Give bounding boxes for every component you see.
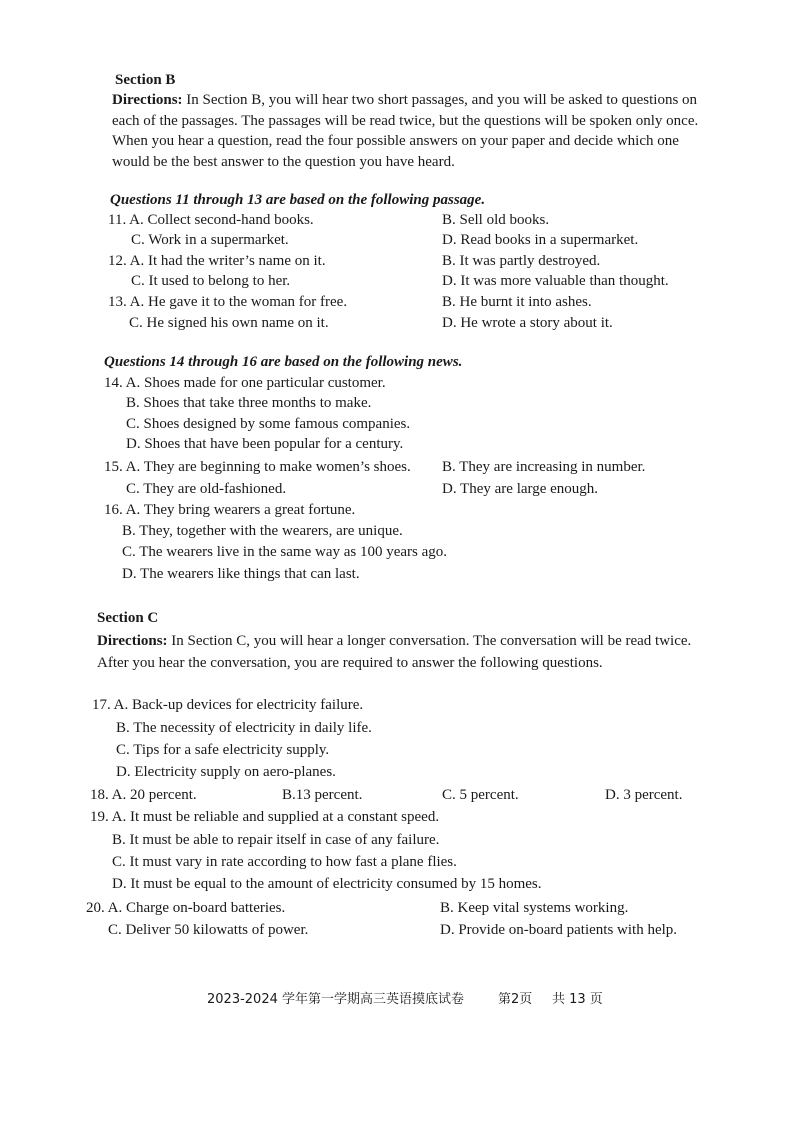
q20-option-d: D. Provide on-board patients with help.	[440, 922, 678, 938]
q13-option-d: D. He wrote a story about it.	[442, 315, 613, 331]
q19-option-b: B. It must be able to repair itself in case of any failure.	[112, 832, 440, 848]
q16-option-c: C. The wearers live in the same way as 100 years ago.	[122, 544, 448, 560]
q13-option-b: B. He burnt it into ashes.	[442, 294, 592, 310]
q12-option-a: 12. A. It had the writer’s name on it.	[108, 253, 326, 269]
q14-option-c: C. Shoes designed by some famous companies.	[126, 416, 411, 432]
q19-option-d: D. It must be equal to the amount of electricity consumed by 15 homes.	[112, 876, 542, 892]
section-b-heading: Section B	[115, 72, 176, 88]
footer-title: 2023-2024 学年第一学期高三英语摸底试卷	[207, 992, 464, 1007]
q14-option-d: D. Shoes that have been popular for a century.	[126, 436, 404, 452]
q17-option-d: D. Electricity supply on aero-planes.	[116, 764, 336, 780]
directions-label: Directions:	[112, 92, 183, 108]
directions-label: Directions:	[97, 633, 168, 649]
q17-option-a: 17. A. Back-up devices for electricity failure.	[92, 697, 364, 713]
q20-option-c: C. Deliver 50 kilowatts of power.	[108, 922, 309, 938]
q16-option-d: D. The wearers like things that can last.	[122, 566, 360, 582]
q11-option-b: B. Sell old books.	[442, 212, 550, 228]
group-title-14-16: Questions 14 through 16 are based on the following news.	[104, 354, 463, 370]
q20-option-b: B. Keep vital systems working.	[440, 900, 629, 916]
q19-option-c: C. It must vary in rate according to how fast a plane flies.	[112, 854, 457, 870]
q12-option-d: D. It was more valuable than thought.	[442, 273, 669, 289]
footer-total-pages: 共 13 页	[552, 992, 603, 1007]
q16-option-b: B. They, together with the wearers, are unique.	[122, 523, 403, 539]
q19-option-a: 19. A. It must be reliable and supplied at a constant speed.	[90, 809, 440, 825]
q18-option-c: C. 5 percent.	[442, 787, 519, 803]
footer-page-number: 第2页	[498, 992, 533, 1007]
q17-option-b: B. The necessity of electricity in daily life.	[116, 720, 372, 736]
q18-option-a: 18. A. 20 percent.	[90, 787, 197, 803]
q15-option-a: 15. A. They are beginning to make women’s shoes.	[104, 459, 411, 475]
section-c-heading: Section C	[97, 610, 159, 626]
q12-option-b: B. It was partly destroyed.	[442, 253, 601, 269]
q14-option-a: 14. A. Shoes made for one particular customer.	[104, 375, 386, 391]
section-c-directions	[97, 630, 747, 674]
q15-option-c: C. They are old-fashioned.	[126, 481, 287, 497]
q11-option-a: 11. A. Collect second-hand books.	[108, 212, 314, 228]
directions-text: In Section C, you will hear a longer conversation. The conversation will be read twice.	[167, 633, 692, 649]
q11-option-c: C. Work in a supermarket.	[131, 232, 289, 248]
directions-text: each of the passages. The passages will be read twice, but the questions will be spoken only once.	[112, 112, 699, 129]
directions-text: After you hear the conversation, you are required to answer the following questions.	[97, 655, 603, 671]
q13-option-a: 13. A. He gave it to the woman for free.	[108, 294, 348, 310]
section-b-directions	[112, 90, 732, 172]
q18-option-d: D. 3 percent.	[605, 787, 683, 803]
q20-option-a: 20. A. Charge on-board batteries.	[86, 900, 286, 916]
q16-option-a: 16. A. They bring wearers a great fortune.	[104, 502, 356, 518]
q14-option-b: B. Shoes that take three months to make.	[126, 395, 372, 411]
q11-option-d: D. Read books in a supermarket.	[442, 232, 639, 248]
q17-option-c: C. Tips for a safe electricity supply.	[116, 742, 330, 758]
group-title-11-13: Questions 11 through 13 are based on the following passage.	[110, 192, 486, 208]
directions-text: When you hear a question, read the four possible answers on your paper and decide which one	[112, 133, 679, 149]
q12-option-c: C. It used to belong to her.	[131, 273, 291, 289]
q13-option-c: C. He signed his own name on it.	[129, 315, 329, 331]
q18-option-b: B.13 percent.	[282, 787, 363, 803]
q15-option-d: D. They are large enough.	[442, 481, 599, 497]
directions-text: In Section B, you will hear two short passages, and you will be asked to questions on	[182, 92, 698, 108]
q15-option-b: B. They are increasing in number.	[442, 459, 646, 475]
directions-text: would be the best answer to the question you have heard.	[112, 153, 455, 170]
